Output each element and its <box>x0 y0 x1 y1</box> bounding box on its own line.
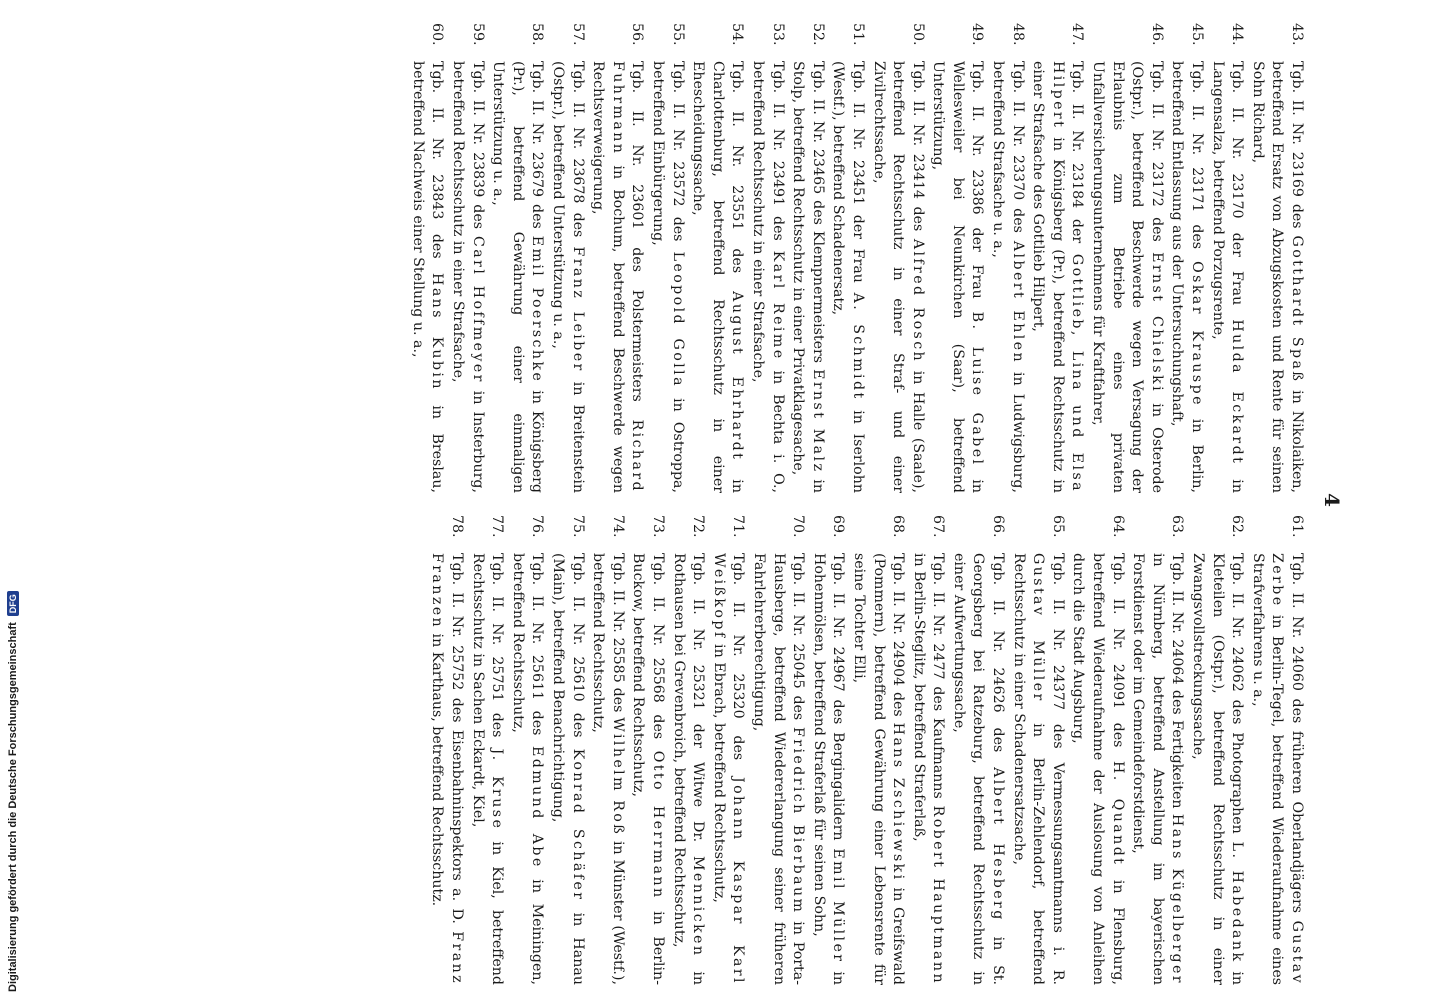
entry-subject: in Königsberg (Pr.), betreffend Rechtsschutz in einer Strafsache des Gottlieb Hilpert, <box>1030 61 1066 493</box>
person-name: Franz Leiber <box>569 246 586 373</box>
list-item <box>588 23 647 493</box>
entry-text <box>747 61 786 493</box>
entry-subject: in Karthaus, betreffend Rechtsschutz. <box>429 629 446 907</box>
entry-text <box>1128 553 1187 985</box>
entry-prefix: Tgb. II. Nr. 2477 des Kaufmanns <box>930 553 947 806</box>
list-item <box>467 515 506 985</box>
entry-text <box>588 553 627 985</box>
person-name: Gustav Müller <box>1030 553 1047 703</box>
entry-text <box>1087 61 1165 493</box>
person-name: Gustav Zerbe <box>1269 553 1305 985</box>
entry-prefix: Tgb. II. Nr. 23370 des <box>1009 61 1026 241</box>
entry-text <box>828 61 867 493</box>
dfg-logo: DFG <box>7 591 19 616</box>
person-name: Edmund Abe <box>529 746 546 869</box>
entry-number: 48. <box>1009 23 1026 46</box>
entry-number: 50. <box>909 23 926 46</box>
list-item <box>988 23 1027 493</box>
entry-text <box>547 61 586 493</box>
entry-prefix: Tgb. II. Nr. 23465 des Klempnermeisters <box>809 61 826 370</box>
entry-prefix: Tgb. II. Nr. 23572 des <box>669 61 686 252</box>
entry-number: 68. <box>890 515 907 538</box>
entry-prefix: Tgb. II. Nr. 23170 der Frau <box>1229 61 1246 320</box>
right-column <box>426 515 1306 985</box>
entry-prefix: Tgb. II. Nr. 25610 des <box>569 553 586 749</box>
person-name: Albert Hesberg <box>990 767 1007 922</box>
entry-number: 51. <box>849 23 866 46</box>
entry-subject: in Osterode (Ostpr.), betreffend Beschwerde wegen Versagung der Erlaubnis zum Betriebe eines privaten Unfallversicherungsunternehmens für Kraftfahrer, <box>1090 61 1165 493</box>
entry-text <box>547 553 586 985</box>
list-item <box>1028 23 1087 493</box>
entry-number: 55. <box>669 23 686 46</box>
person-name: Richard Fuhrmann <box>609 61 646 493</box>
entry-number: 44. <box>1229 23 1246 46</box>
entry-subject: in Königsberg (Pr.), betreffend Gewährung einer einmaligen Unterstützung u. a., <box>490 61 546 493</box>
entry-subject: in Berlin-Zehlendorf, betreffend Rechtsschutz in einer Schadenersatzsache, <box>1010 553 1047 985</box>
entry-number: 45. <box>1189 23 1206 46</box>
list-item <box>447 23 486 493</box>
entry-number: 72. <box>690 515 707 538</box>
rotated-document-page <box>60 5 1350 995</box>
person-name: Otto Herrmann <box>650 750 666 900</box>
entry-text <box>868 61 927 493</box>
entry-subject: in Berlin, betreffend Entlassung aus der Untersuchungshaft, <box>1169 61 1206 493</box>
entry-text <box>488 61 547 493</box>
entry-subject: in Ostroppa, betreffend Einbürgerung, <box>650 61 686 493</box>
entry-prefix: Tgb. II. Nr. 24091 des <box>1109 553 1126 762</box>
entry-prefix: Tgb. II. Nr. 25045 des <box>790 553 807 728</box>
list-item <box>588 515 627 985</box>
entry-number: 57. <box>569 23 586 46</box>
entry-subject: in Stolp, betreffend Rechtsschutz in einer Privatklagesache, <box>790 61 826 493</box>
list-item <box>628 515 667 985</box>
list-item <box>808 515 847 985</box>
entry-text <box>1008 553 1067 985</box>
list-item <box>1128 515 1187 985</box>
entry-number: 65. <box>1049 515 1066 538</box>
list-item <box>747 23 786 493</box>
entry-prefix: Tgb. II. Nr. 24064 des Fertigkeiten <box>1169 553 1186 814</box>
entry-prefix: Tgb. II. Nr. 23843 des <box>429 61 446 274</box>
person-name: Gottlieb, Lina und Elsa Hilpert <box>1049 61 1086 493</box>
entry-text <box>848 553 907 985</box>
person-name: Hans Zschiewski <box>890 722 907 882</box>
entry-text <box>588 61 647 493</box>
person-name: Franz Franzen <box>429 553 466 985</box>
entry-number: 77. <box>489 515 506 538</box>
entry-subject: in Rothausen bei Grevenbroich, betreffend Rechtsschutz, <box>670 553 707 985</box>
list-item <box>668 515 707 985</box>
entry-text <box>748 553 807 985</box>
entry-subject: in Hanau (Main), betreffend Benachrichtigung, <box>550 553 586 985</box>
entry-subject: in Porta-Hausberge, betreffend Wiedererlangung seiner früheren Fahrlehrerberechtigung, <box>750 553 807 985</box>
entry-prefix: Tgb. II. Nr. 23551 des <box>729 61 746 292</box>
entry-text <box>668 553 707 985</box>
entry-number: 46. <box>1148 23 1165 46</box>
entry-subject: in Kiel, betreffend Rechtsschutz in Sachen Eckardt, Kiel, <box>469 553 506 986</box>
entry-text <box>447 61 486 493</box>
entry-number: 58. <box>529 23 546 46</box>
entry-number: 60. <box>429 23 446 46</box>
person-name: B. Luise Gabel <box>969 311 986 467</box>
entry-subject: in Berlin-Buckow, betreffend Rechtsschutz, <box>630 553 666 985</box>
entry-number: 62. <box>1229 515 1246 538</box>
person-name: Ernst Malz <box>809 369 826 474</box>
list-item <box>507 515 546 985</box>
list-item <box>788 23 827 493</box>
list-item <box>1068 515 1127 985</box>
entry-prefix: Tgb. II. Nr. 23601 des Polstermeisters <box>629 61 646 420</box>
entry-subject: in Bechta i. O., betreffend Rechtsschutz in einer Strafsache, <box>749 61 786 493</box>
list-item <box>427 515 466 985</box>
list-item <box>948 515 1007 985</box>
entry-subject: in Berlin-Tegel, betreffend Wiederaufnahme eines Strafverfahrens u. a., <box>1249 553 1286 985</box>
entry-subject: in Bochum, betreffend Beschwerde wegen Rechtsverweigerung, <box>590 61 626 493</box>
entry-text <box>507 553 546 985</box>
entry-subject: in Insterburg, betreffend Rechtsschutz in einer Strafsache, <box>450 61 486 493</box>
person-name: Gotthardt Spaß <box>1289 235 1305 384</box>
entry-number: 56. <box>629 23 646 46</box>
page-number: 4 <box>1320 493 1344 507</box>
entry-prefix: Tgb. II. Nr. 24967 des Bergingalidern <box>830 553 847 849</box>
entry-number: 52. <box>809 23 826 46</box>
list-item <box>407 23 446 493</box>
entry-number: 76. <box>529 515 546 538</box>
entry-prefix: Tgb. II. Nr. 23172 des <box>1148 61 1165 253</box>
list-item <box>868 23 927 493</box>
digitization-note-text: Digitalisierung gefördert durch die Deutsche Forschungsgemeinschaft <box>7 622 19 992</box>
person-name: Alfred Rosch <box>909 238 926 364</box>
person-name: Ernst Chielski <box>1148 252 1165 394</box>
entry-subject: in Nikolaiken, betreffend Ersatz von Abzugskosten und Rente für seinen Sohn Richard, <box>1249 61 1305 493</box>
entry-number: 73. <box>650 515 666 538</box>
person-name: J. Kruse <box>489 748 506 831</box>
entry-prefix: Tgb. II. Nr. 25568 des <box>650 553 666 751</box>
entry-text <box>1247 553 1306 985</box>
entry-number: 49. <box>969 23 986 46</box>
entry-text <box>427 553 466 985</box>
entry-prefix: Tgb. II. Nr. 25611 des <box>529 553 546 747</box>
entry-text <box>467 553 506 985</box>
list-item <box>1187 515 1246 985</box>
person-name: Hans Kügelberger <box>1169 813 1186 985</box>
entry-number: 70. <box>790 515 807 538</box>
entry-number: 78. <box>449 515 466 538</box>
person-name: Emil Müller <box>830 848 847 964</box>
entry-prefix: Tgb. II. Nr. 23171 des <box>1189 61 1206 262</box>
entry-prefix: Tgb. II. Nr. 24377 des Vermessungsamtmanns i. R. <box>1049 553 1066 985</box>
entry-number: 66. <box>990 515 1007 538</box>
list-item <box>748 515 807 985</box>
entry-prefix: Tgb. II. Nr. 25585 des <box>609 553 626 718</box>
entry-prefix: Tgb. II. Nr. 25751 des <box>489 553 506 749</box>
person-name: Hans Kubin <box>429 273 446 391</box>
list-item <box>1087 23 1165 493</box>
person-name: Wilhelm Roß <box>609 717 626 837</box>
entry-text <box>788 61 827 493</box>
entry-subject: in Breslau, betreffend Nachweis einer Stellung u. a., <box>409 61 446 493</box>
person-name: A. Schmidt <box>849 292 866 401</box>
entry-subject: in Ludwigsburg, betreffend Strafsache u. a., <box>990 61 1026 493</box>
list-item <box>688 23 747 493</box>
entry-prefix: Tgb. II. Nr. 23184 der <box>1069 61 1086 254</box>
left-column <box>406 23 1306 493</box>
list-item <box>908 515 947 985</box>
person-name: Emil Poerschke <box>529 235 546 384</box>
entry-text <box>688 61 747 493</box>
list-item <box>647 23 686 493</box>
list-item <box>488 23 547 493</box>
entry-text <box>1028 61 1087 493</box>
entry-prefix: Tgb. II. Nr. 23678 des <box>569 61 586 247</box>
person-name: Karl Reime <box>769 250 786 361</box>
list-item <box>928 23 987 493</box>
entry-subject: in Breitenstein (Ostpr.), betreffend Unterstützung u. a., <box>550 61 586 494</box>
entry-text <box>988 61 1027 493</box>
entry-number: 61. <box>1289 515 1305 538</box>
person-name: L. Habedank <box>1229 841 1246 964</box>
entry-text <box>908 553 947 985</box>
entry-subject: in Wellesweiler bei Neunkirchen (Saar), betreffend Unterstützung, <box>930 61 986 494</box>
entry-text <box>928 61 987 493</box>
entry-number: 74. <box>609 515 626 538</box>
entry-text <box>708 553 747 985</box>
person-name: Albert Ehlen <box>1009 240 1026 365</box>
entry-prefix: Tgb. II. Nr. 23414 des <box>909 61 926 239</box>
entry-number: 71. <box>730 515 747 538</box>
person-name: Mennicken <box>690 855 707 958</box>
entry-subject: in Nürnberg, betreffend Anstellung im bayerischen Forstdienst oder im Gemeindeforstdienst, <box>1130 553 1166 985</box>
entry-prefix: Tgb. II. Nr. 23839 des <box>469 61 486 237</box>
entry-prefix: Tgb. II. Nr. 23386 der Frau <box>969 61 986 312</box>
entry-number: 59. <box>469 23 486 46</box>
entry-text <box>808 553 847 985</box>
list-item <box>1247 23 1306 493</box>
entry-text <box>1167 61 1206 493</box>
entry-prefix: Tgb. II. Nr. 24060 des früheren Oberlandjägers <box>1289 553 1305 921</box>
list-item <box>1008 515 1067 985</box>
entry-number: 64. <box>1109 515 1126 538</box>
person-name: Hulda Eckardt <box>1229 319 1246 466</box>
list-item <box>708 515 747 985</box>
entry-subject: in Kleteilen (Ostpr.), betreffend Rechtsschutz in einer Zwangsvollstreckungssache, <box>1190 553 1246 985</box>
entry-text <box>948 553 1007 985</box>
entry-subject: in Münster (Westf.), betreffend Rechtsschutz, <box>590 553 626 985</box>
entry-prefix: Tgb. II. Nr. 23679 des <box>529 61 546 236</box>
entry-prefix: Tgb. II. Nr. 23491 des <box>769 61 786 251</box>
list-item <box>1247 515 1306 985</box>
list-item <box>1167 23 1206 493</box>
entry-subject: in Langensalza, betreffend Porzugsrente, <box>1209 61 1246 493</box>
person-name: Konrad Schäfer <box>569 748 586 902</box>
entry-subject: in Greifswald (Pommern), betreffend Gewährung einer Lebensrente für seine Tochter Elli, <box>850 553 907 985</box>
list-item <box>547 23 586 493</box>
entry-prefix: Tgb. II. Nr. 23169 des <box>1289 61 1305 236</box>
person-name: Carl Hoffmeyer <box>469 236 486 384</box>
entry-subject: in Iserlohn (Westf.), betreffend Schadenersatz, <box>830 61 866 493</box>
person-name: Oskar Krauspe <box>1189 261 1206 407</box>
entry-subject: in Meiningen, betreffend Rechtsschutz, <box>509 553 546 985</box>
entry-prefix: Tgb. II. Nr. 23451 der Frau <box>849 61 866 293</box>
entry-subject: in Flensburg, betreffend Wiederaufnahme der Auslosung von Anleihen durch die Stadt Augsburg, <box>1070 553 1126 986</box>
entry-subject: in Charlottenburg, betreffend Rechtsschutz in einer Ehescheidungssache, <box>690 61 746 493</box>
entry-number: 69. <box>830 515 847 538</box>
entry-prefix: Tgb. II. Nr. 24626 des <box>990 553 1007 768</box>
person-name: H. Quandt <box>1109 761 1126 867</box>
entry-subject: in Berlin-Steglitz, betreffend Straferlaß, <box>910 553 927 842</box>
entry-text <box>407 61 446 493</box>
entry-text <box>1247 61 1306 493</box>
list-item <box>547 515 586 985</box>
entry-number: 63. <box>1169 515 1186 538</box>
entry-number: 75. <box>569 515 586 538</box>
entry-subject: in St. Georgsberg bei Ratzeburg, betreffend Rechtsschutz in einer Aufwertungssache, <box>950 553 1007 986</box>
entry-number: 53. <box>769 23 786 46</box>
entry-text <box>647 61 686 493</box>
entry-prefix: Tgb. II. Nr. 24062 des Photographen <box>1229 553 1246 842</box>
entry-subject: in Ebrach, betreffend Rechtsschutz, <box>710 639 727 903</box>
list-item <box>828 23 867 493</box>
entry-number: 47. <box>1069 23 1086 46</box>
entry-subject: in Halle (Saale), betreffend Rechtsschutz in einer Straf- und einer Zivilrechtssache, <box>870 61 926 493</box>
entry-prefix: Tgb. II. Nr. 25320 des <box>730 553 747 778</box>
entry-number: 43. <box>1289 23 1305 46</box>
list-item <box>848 515 907 985</box>
person-name: Friedrich Bierbaum <box>790 727 807 915</box>
entry-subject: in Hohenmölsen, betreffend Straferlaß für seinen Sohn, <box>810 553 847 985</box>
entry-number: 67. <box>930 515 947 538</box>
entry-text <box>1187 553 1246 985</box>
entry-text <box>628 553 667 985</box>
entry-text <box>1068 553 1127 985</box>
entry-prefix: Tgb. II. Nr. 25752 des Eisenbahninspektors a. D. <box>449 553 466 932</box>
entry-prefix: Tgb. II. Nr. 24904 des <box>890 553 907 723</box>
person-name: Johann Kaspar Karl Weißkopf <box>710 553 747 985</box>
list-item <box>1207 23 1246 493</box>
person-name: Robert Hauptmann <box>930 805 947 985</box>
person-name: August Ehrhardt <box>729 291 746 462</box>
person-name: Leopold Golla <box>669 251 686 388</box>
entry-text <box>1207 61 1246 493</box>
entry-number: 54. <box>729 23 746 46</box>
entry-prefix: Tgb. II. Nr. 25321 der Witwe Dr. <box>690 553 707 856</box>
digitization-note <box>0 0 26 1000</box>
